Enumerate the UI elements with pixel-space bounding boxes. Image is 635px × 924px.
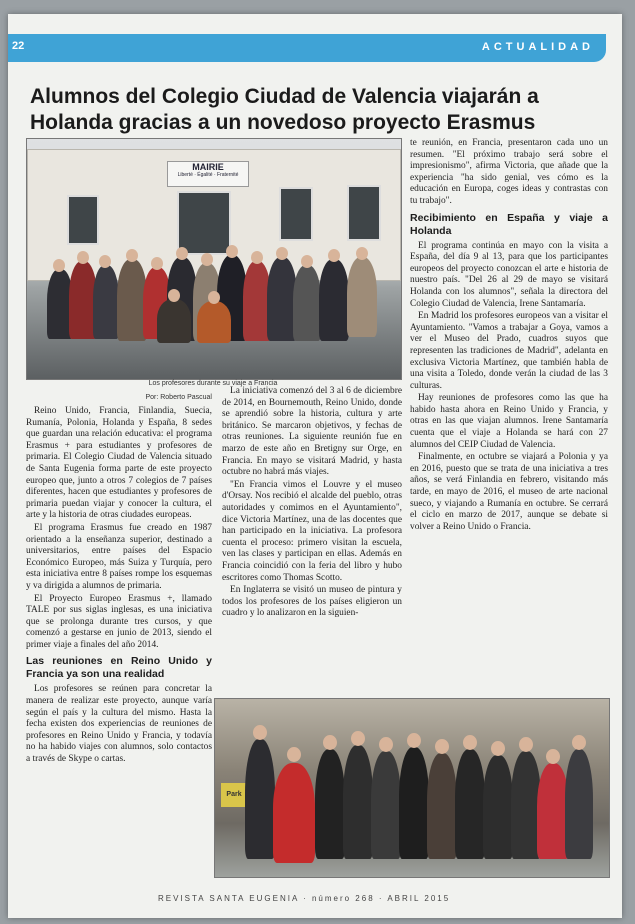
group-photo-outdoors [214,698,610,878]
section-banner [8,34,606,62]
window [347,185,381,241]
park-sign: Park [221,783,247,807]
group-photo-france [26,138,402,380]
article-column-3 [410,138,608,694]
article-column-2 [222,386,402,694]
subheading-spain-holland: Recibimiento en España y viaje a Holanda [410,211,608,237]
byline: Por: Roberto Pascual [145,394,212,401]
window [67,195,99,245]
paragraph: El Proyecto Europeo Erasmus +, llamado TALE por sus siglas inglesas, es una iniciativa que se prolonga durante tres cursos, y que comenzó a gestarse en junio de 2013, siendo el primer viaje a finales del año 2014. [26,593,212,650]
paragraph: Hay reuniones de profesores como las que ha habido hasta ahora en Reino Unido y Francia, y otras en las que viajan alumnos. Irene Santamaría cuenta que el viaje a Holanda se hará con 27 alumnos del CEIP Ciudad de Valencia. [410,393,608,450]
page-footer: REVISTA SANTA EUGENIA · número 268 · ABRIL 2015 [158,894,451,903]
subheading-meetings: Las reuniones en Reino Unido y Francia ya son una realidad [26,655,212,681]
section-title: ACTUALIDAD [481,41,594,53]
window [279,187,313,241]
paragraph: te reunión, en Francia, presentaron cada uno un resumen. "El próximo trabajo será sobre el impresionismo", afirma Victoria, que añade que la experiencia "ha sido genial, ves cómo es la educación en Europa, coges ideas y contrastas con tu trabajo". [410,138,608,206]
magazine-page [8,14,622,918]
paragraph: El programa continúa en mayo con la visita a España, del día 9 al 13, para que los participantes europeos del proyecto conozcan el arte e historia de nuestro país. "Del 26 al 29 de mayo se visitará Holanda con los alumnos", señala la directora del Colegio Ciudad de Valencia, Irene Santamaría. [410,240,608,309]
group-of-teachers [245,719,595,869]
paragraph: Reino Unido, Francia, Finlandia, Suecia, Rumanía, Polonia, Holanda y España, 8 sedes que guardan una relación educativa: el programa Erasmus + para estudiantes y profesores de primaria. El Colegio Ciudad de Valencia situado de Santa Eugenia forma parte de este proyecto europeo que, junto a otros 7 colegios de 7 países diferentes, hacen que estudiantes y profesores de primaria puedan viajar y conocer la cultura, el arte y la historia de otras ciudades europeas. [26,406,212,521]
photo1-caption: Los profesores durante su viaje a Francia [148,380,278,387]
paragraph: En Madrid los profesores europeos van a visitar el Ayuntamiento. "Vamos a trabajar a Goya, vamos a ver el Museo del Prado, cuadros suyos que representen las tradiciones de Madrid", adelanta en exclusiva Victoria Martínez, que también habla de una visita a Toledo, donde verán la ciudad de las 3 culturas. [410,311,608,391]
paragraph: "En Francia vimos el Louvre y el museo d'Orsay. Nos recibió el alcalde del pueblo, otras autoridades y comimos en el Ayuntamiento", dice Victoria Martínez, una de las docentes que han participado en la iniciativa. La profesora cuenta el proceso: primero visitan la escuela, ven las clases y participan en ellas. Además en Francia coincidió con la feria del libro y hubo escritores como Thomas Scotto. [222,479,402,583]
article-headline: Alumnos del Colegio Ciudad de Valencia viajarán a Holanda gracias a un novedoso proyecto Erasmus [30,85,539,134]
paragraph: En Inglaterra se visitó un museo de pintura y todos los profesores de los países eligieron un cuadro y lo analizaron en la siguien- [222,585,402,619]
article-column-1 [26,406,212,876]
paragraph: Los profesores se reúnen para concretar la manera de realizar este proyecto, aunque varía según el país y la cultura del mismo. Hasta la fecha existen dos experiencias de reuniones de profesores en Reino Unido y Francia, y todavía no ha habido viajes con alumnos, solo contactos a través de Skype o cartas. [26,684,212,765]
paragraph: La iniciativa comenzó del 3 al 6 de diciembre de 2014, en Bournemouth, Reino Unido, donde se aprendió sobre la historia, cultura y arte británico. Se marcaron objetivos, y fechas de otras reuniones. La siguiente reunión fue en marzo de este año en Bretigny sur Orge, en Francia. En mayo se visitará Madrid, y hasta octubre no habrá más viajes. [222,386,402,478]
paragraph: El programa Erasmus fue creado en 1987 orientado a la enseñanza superior, destinado a universitarios, entre países del Espacio Económico Europeo, más Suiza y Turquía, pero esta iniciativa entre 8 países rompe los esquemas y va dirigida a alumnos de primaria. [26,522,212,591]
paragraph: Finalmente, en octubre se viajará a Polonia y ya en 2016, puesto que se trata de una iniciativa a tres años, se verá Finlandia en febrero, visitando más tarde, en mayo de 2016, el museo de arte nacional sueco, y viajando a Rumanía en octubre. Se cerrará el ciclo en marzo de 2017, aunque se debate si volver a Reino Unido o Francia. [410,452,608,532]
page-number: 22 [12,40,25,52]
mairie-sign: MAIRIE Liberté · Égalité · Fraternité [167,161,249,187]
group-of-teachers [47,239,387,349]
